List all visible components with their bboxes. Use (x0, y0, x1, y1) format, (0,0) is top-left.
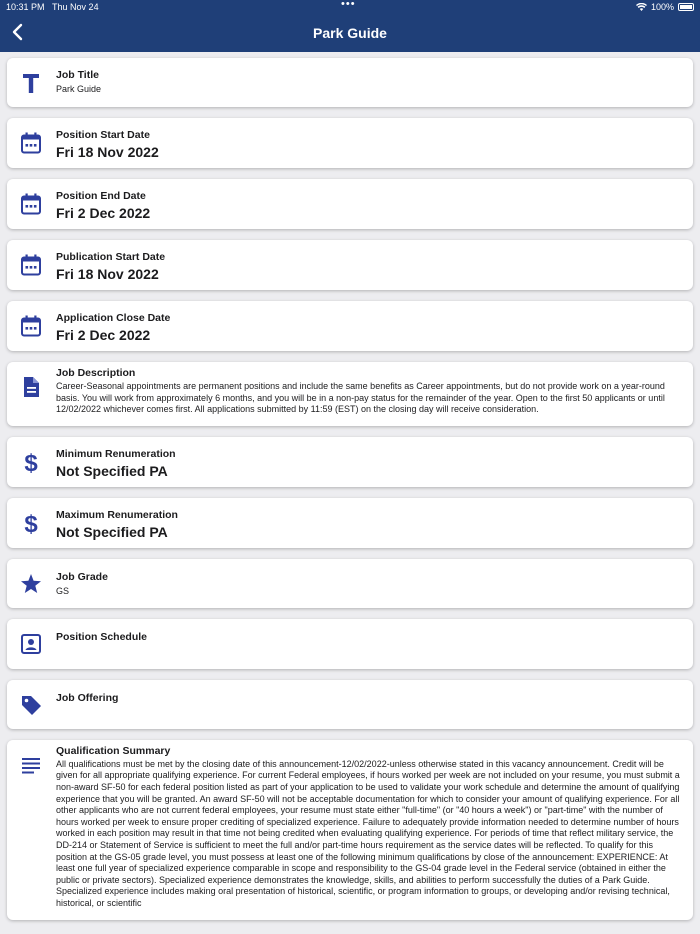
battery-icon (678, 3, 694, 11)
publication-start-value: Fri 18 Nov 2022 (56, 266, 159, 282)
navigation-bar (0, 0, 700, 52)
calendar-icon (19, 192, 43, 216)
star-icon (19, 572, 43, 596)
max-renumeration-card (7, 498, 693, 548)
position-schedule-label: Position Schedule (56, 630, 148, 643)
position-start-label: Position Start Date (56, 129, 150, 141)
position-end-value: Fri 2 Dec 2022 (56, 205, 151, 221)
qualification-summary-label: Qualification Summary (56, 744, 171, 757)
min-renumeration-card (7, 437, 693, 487)
dollar-icon (19, 450, 43, 474)
min-renumeration-value: Not Specified PA (56, 462, 168, 479)
job-description-card (7, 362, 693, 426)
calendar-icon (19, 253, 43, 277)
position-start-value: Fri 18 Nov 2022 (56, 144, 159, 160)
job-grade-value: GS (56, 585, 70, 596)
status-time: 10:31 PM Thu Nov 24 (6, 2, 99, 12)
min-renumeration-label: Minimum Renumeration (56, 447, 176, 460)
job-description-label: Job Description (56, 367, 136, 379)
qualification-summary-value: All qualifications must be met by the closing date of this announcement-12/02/2022-unless otherwise stated in this vacancy announcement. Credit will be given for all appropriate qualifying experience. For current Federal employees, if hours worked per week are not included on your resume, you must submit a non-award SF-50 for each federal position listed as part of your application to be used to validate your work schedule and determine the amount of qualifying experience that you will be granted. An award SF-50 will not be acceptable documentation for which to consider your amount of qualifying experience. For all other applicants who are not current federal employees, your resume must state either "full-time" (or "40 hours a week") or "part-time" with the number of hours worked per week to ensure proper crediting of specialized experience. Failure to adequately provide information needed to determine number of hours worked in each position may result in that time not being credited when evaluating qualifying experience. For periods of time that reflect military service, the DD-214 or Statement of Service is sufficient to meet the full and/or part-time hours requirement as the service dates will be reflected. To qualify for this position at the GS-05 grade level, you must possess at least one of the following minimum qualifications by close of the announcement: EXPERIENCE: At least one full year of specialized experience comparable in scope and responsibility to the GS-04 grade level in the Federal service (obtained in either the public or private sectors). Specialized experience demonstrates the knowledge, skills, and abilities to perform successfully the duties of a Park Guide. Specialized experience includes making oral presentation of historical, scientific, or program information to groups, or developing and/or revising technical, historical, or scientific (56, 758, 680, 908)
battery-percent: 100% (650, 2, 674, 12)
svg-text:$: $ (24, 449, 38, 474)
job-offering-label: Job Offering (56, 691, 119, 704)
tag-icon (19, 693, 43, 717)
job-grade-card (7, 559, 693, 608)
job-title-value: Park Guide (56, 84, 102, 94)
calendar-icon (19, 131, 43, 155)
calendar-icon (19, 314, 43, 338)
dollar-icon (19, 511, 43, 535)
application-close-label: Application Close Date (56, 312, 171, 324)
job-title-card (7, 58, 693, 107)
page-title: Park Guide (313, 25, 387, 41)
application-close-value: Fri 2 Dec 2022 (56, 327, 151, 343)
job-title-label: Job Title (56, 69, 99, 81)
max-renumeration-value: Not Specified PA (56, 523, 168, 540)
position-start-card (7, 118, 693, 168)
lines-icon (19, 753, 43, 777)
multitasking-dots-icon[interactable]: ••• (341, 0, 356, 10)
application-close-card (7, 301, 693, 351)
publication-start-card (7, 240, 693, 290)
job-description-value: Career-Seasonal appointments are permanent positions and include the same benefits as Career appointments, but do not provide work on a year-round basis. You will work from approximately 6 months, and you will be in a non-pay status for the remainder of the year. Open to the first 50 applicants or until 12/02/2022 whichever comes first. All applications submitted by 11:59 (EST) on the closing day will receive consideration. (56, 381, 665, 415)
qualification-summary-card (7, 740, 693, 920)
document-icon (19, 375, 43, 399)
position-schedule-card (7, 619, 693, 669)
max-renumeration-label: Maximum Renumeration (56, 508, 178, 521)
contact-card-icon (19, 632, 43, 656)
job-detail-list[interactable] (7, 58, 693, 931)
publication-start-label: Publication Start Date (56, 251, 166, 263)
text-icon (19, 71, 43, 95)
status-bar (0, 0, 700, 14)
position-end-label: Position End Date (56, 190, 146, 202)
job-grade-label: Job Grade (56, 570, 108, 583)
svg-text:$: $ (24, 510, 38, 535)
status-right (636, 2, 694, 12)
wifi-icon (636, 3, 647, 11)
job-offering-card (7, 680, 693, 729)
position-end-card (7, 179, 693, 229)
